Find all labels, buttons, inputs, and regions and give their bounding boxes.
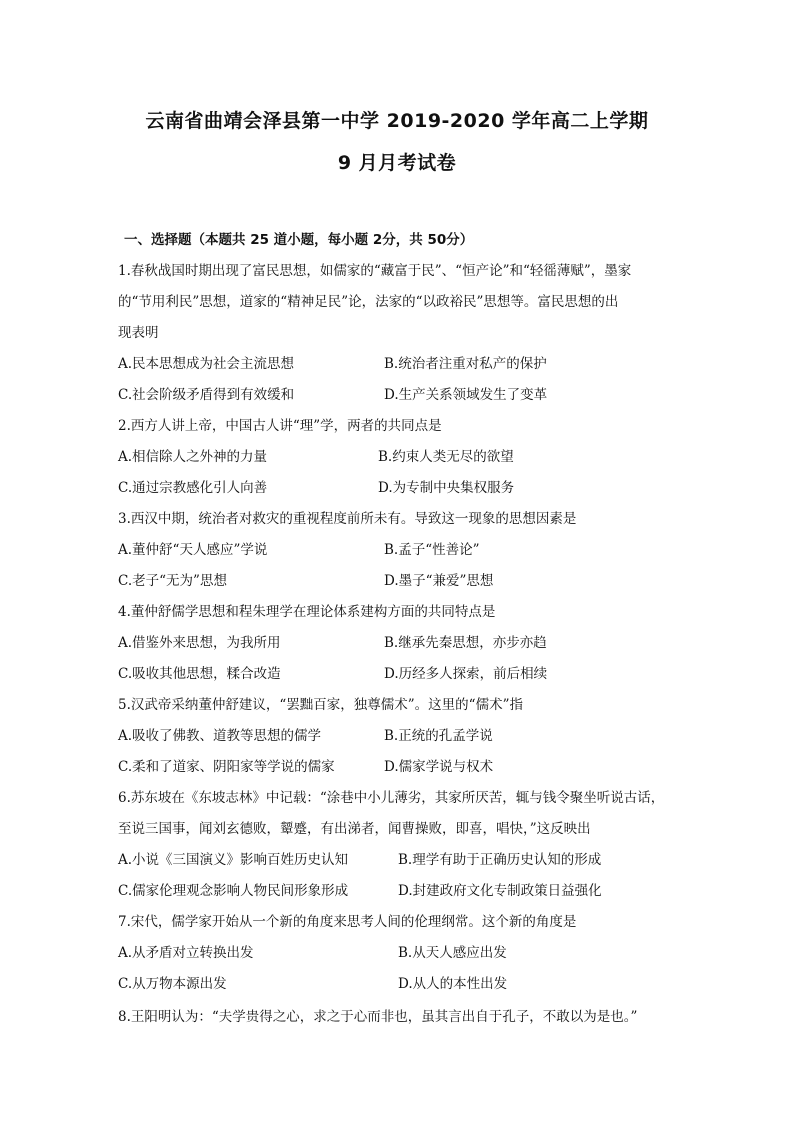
- q1-stem-line1: 1.春秋战国时期出现了富民思想，如儒家的“藏富于民”、“恒产论”和“轻徭薄赋”，墨家: [118, 263, 632, 279]
- q6-stem-line2: 至说三国事，闻刘玄德败，颦蹙，有出涕者，闻曹操败，即喜，唱快，”这反映出: [118, 821, 591, 837]
- q4-option-d: D.历经多人探索，前后相续: [384, 666, 548, 682]
- section-heading: 一、选择题（本题共 25 道小题，每小题 2分，共 50分）: [124, 232, 474, 248]
- q6-option-b: B.理学有助于正确历史认知的形成: [398, 852, 602, 868]
- q8-stem: 8.王阳明认为：“夫学贵得之心，求之于心而非也，虽其言出自于孔子，不敢以为是也。”: [118, 1009, 638, 1025]
- q1-option-d: D.生产关系领域发生了变革: [384, 387, 548, 403]
- q7-option-b: B.从天人感应出发: [398, 945, 507, 961]
- q3-stem: 3.西汉中期，统治者对救灾的重视程度前所未有。导致这一现象的思想因素是: [118, 511, 577, 527]
- q3-option-a: A.董仲舒“天人感应”学说: [118, 542, 268, 558]
- q3-option-d: D.墨子“兼爱”思想: [384, 573, 494, 589]
- q5-option-d: D.儒家学说与权术: [384, 759, 494, 775]
- q1-option-a: A.民本思想成为社会主流思想: [118, 356, 295, 372]
- q5-option-b: B.正统的孔孟学说: [384, 728, 493, 744]
- q4-option-a: A.借鉴外来思想，为我所用: [118, 635, 281, 651]
- q5-stem: 5.汉武帝采纳董仲舒建议，“罢黜百家，独尊儒术”。这里的“儒术”指: [118, 697, 523, 713]
- q6-stem-line1: 6.苏东坡在《东坡志林》中记载：“涂巷中小儿薄劣，其家所厌苦，辄与钱令聚坐听说古话，: [118, 790, 665, 806]
- q7-option-d: D.从人的本性出发: [398, 976, 508, 992]
- q2-option-a: A.相信除人之外神的力量: [118, 449, 268, 465]
- q3-option-c: C.老子“无为”思想: [118, 573, 227, 589]
- q6-option-c: C.儒家伦理观念影响人物民间形象形成: [118, 883, 349, 899]
- q1-option-c: C.社会阶级矛盾得到有效缓和: [118, 387, 295, 403]
- q7-option-c: C.从万物本源出发: [118, 976, 227, 992]
- q5-option-c: C.柔和了道家、阴阳家等学说的儒家: [118, 759, 335, 775]
- q6-option-a: A.小说《三国演义》影响百姓历史认知: [118, 852, 349, 868]
- exam-title-line1: 云南省曲靖会泽县第一中学 2019-2020 学年高二上学期: [145, 110, 649, 132]
- q2-option-c: C.通过宗教感化引人向善: [118, 480, 268, 496]
- q3-option-b: B.孟子“性善论”: [384, 542, 480, 558]
- q4-option-b: B.继承先秦思想，亦步亦趋: [384, 635, 547, 651]
- q4-option-c: C.吸收其他思想，糅合改造: [118, 666, 281, 682]
- q1-stem-line3: 现表明: [118, 325, 159, 341]
- q2-stem: 2.西方人讲上帝，中国古人讲“理”学，两者的共同点是: [118, 418, 442, 434]
- q5-option-a: A.吸收了佛教、道教等思想的儒学: [118, 728, 322, 744]
- q7-stem: 7.宋代，儒学家开始从一个新的角度来思考人间的伦理纲常。这个新的角度是: [118, 914, 577, 930]
- exam-title-line2: 9 月月考试卷: [337, 152, 457, 174]
- q6-option-d: D.封建政府文化专制政策日益强化: [398, 883, 602, 899]
- q2-option-d: D.为专制中央集权服务: [378, 480, 515, 496]
- q1-stem-line2: 的“节用利民”思想，道家的“精神足民”论，法家的“以政裕民”思想等。富民思想的出: [118, 294, 619, 310]
- q2-option-b: B.约束人类无尽的欲望: [378, 449, 514, 465]
- q1-option-b: B.统治者注重对私产的保护: [384, 356, 547, 372]
- q4-stem: 4.董仲舒儒学思想和程朱理学在理论体系建构方面的共同特点是: [118, 604, 496, 620]
- q7-option-a: A.从矛盾对立转换出发: [118, 945, 254, 961]
